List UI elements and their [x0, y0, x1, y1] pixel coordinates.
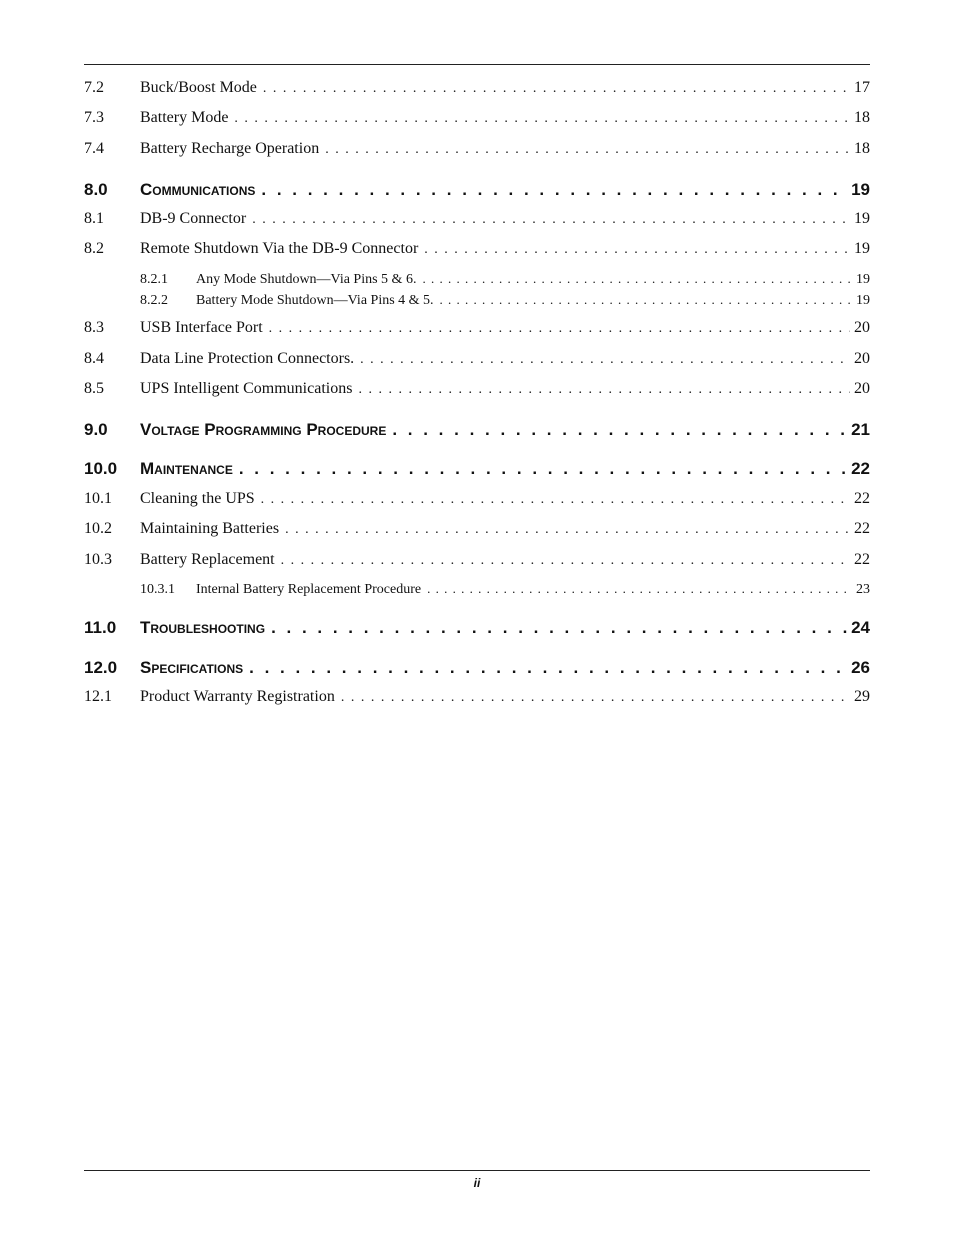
toc-page: 19	[854, 240, 870, 257]
toc-number: 8.5	[84, 380, 104, 397]
toc-page: 29	[854, 688, 870, 705]
toc-page: 24	[851, 618, 870, 637]
toc-number: 8.2.2	[140, 293, 168, 308]
dot-leader	[261, 492, 850, 508]
toc-title: Remote Shutdown Via the DB-9 Connector	[140, 240, 419, 257]
toc-number: 8.3	[84, 319, 104, 336]
toc-title: Maintaining Batteries	[140, 520, 280, 537]
toc-page: 20	[854, 319, 870, 336]
toc-title: Any Mode Shutdown—Via Pins 5 & 6.	[196, 272, 417, 287]
toc-title: DB-9 Connector	[140, 210, 247, 227]
toc-page: 26	[851, 658, 870, 677]
toc-title: Internal Battery Replacement Procedure	[196, 582, 422, 597]
toc-entry-11-0[interactable]	[84, 618, 870, 640]
toc-entry-8-2-1[interactable]	[84, 271, 870, 293]
toc-entry-10-3-1[interactable]	[84, 581, 870, 603]
toc-page: 18	[854, 140, 870, 157]
toc-number: 7.2	[84, 79, 104, 96]
toc-page: 18	[854, 109, 870, 126]
toc-entry-10-0[interactable]	[84, 459, 870, 481]
toc-entry-12-1[interactable]	[84, 688, 870, 710]
toc-entry-7-2[interactable]	[84, 79, 870, 101]
toc-page: 22	[854, 520, 870, 537]
toc-title: Voltage Programming Procedure	[140, 420, 387, 439]
toc-entry-7-3[interactable]	[84, 109, 870, 131]
toc-title: UPS Intelligent Communications	[140, 380, 353, 397]
dot-leader	[263, 81, 850, 97]
toc-entry-8-2-2[interactable]	[84, 292, 870, 314]
toc-number: 8.1	[84, 210, 104, 227]
toc-number: 8.4	[84, 350, 104, 367]
page-number: ii	[473, 1176, 481, 1190]
dot-leader	[440, 292, 852, 308]
toc-number: 12.1	[84, 688, 112, 705]
toc-title: Battery Recharge Operation	[140, 140, 320, 157]
dot-leader	[249, 658, 847, 678]
dot-leader	[285, 522, 850, 538]
toc-title: Product Warranty Registration	[140, 688, 335, 705]
toc-title: Specifications	[140, 658, 244, 677]
toc-page: 19	[854, 210, 870, 227]
toc-number: 10.3.1	[140, 582, 175, 597]
toc-entry-8-3[interactable]	[84, 319, 870, 341]
toc-entry-7-4[interactable]	[84, 140, 870, 162]
toc-number: 7.4	[84, 140, 104, 157]
toc-page: 19	[851, 180, 870, 199]
toc-title: Battery Replacement	[140, 551, 275, 568]
toc-title: Troubleshooting	[140, 618, 266, 637]
toc-number: 8.2	[84, 240, 104, 257]
toc-entry-10-3[interactable]	[84, 551, 870, 573]
dot-leader	[325, 142, 850, 158]
dot-leader	[427, 581, 852, 597]
dot-leader	[358, 382, 850, 398]
toc-page: 19	[856, 293, 870, 308]
toc-number: 10.1	[84, 490, 112, 507]
dot-leader	[261, 180, 847, 200]
toc-title: Maintenance	[140, 459, 233, 478]
toc-number: 10.3	[84, 551, 112, 568]
dot-leader	[271, 618, 847, 638]
toc-entry-8-1[interactable]	[84, 210, 870, 232]
toc-page: 22	[854, 551, 870, 568]
toc-page: 20	[854, 350, 870, 367]
dot-leader	[252, 212, 850, 228]
toc-entry-10-2[interactable]	[84, 520, 870, 542]
toc-number: 10.2	[84, 520, 112, 537]
toc-entry-9-0[interactable]	[84, 420, 870, 442]
toc-page: 19	[856, 272, 870, 287]
toc-page: 20	[854, 380, 870, 397]
toc-number: 10.0	[84, 459, 118, 478]
toc-page: 22	[851, 459, 870, 478]
toc-page: 21	[851, 420, 870, 439]
toc-entry-10-1[interactable]	[84, 490, 870, 512]
toc-title: USB Interface Port	[140, 319, 263, 336]
dot-leader	[239, 459, 847, 479]
toc-entry-12-0[interactable]	[84, 658, 870, 680]
dot-leader	[281, 553, 850, 569]
toc-number: 12.0	[84, 658, 118, 677]
toc-number: 8.0	[84, 180, 108, 199]
toc-title: Buck/Boost Mode	[140, 79, 257, 96]
toc-title: Cleaning the UPS	[140, 490, 255, 507]
toc-title: Data Line Protection Connectors.	[140, 350, 355, 367]
header-rule	[84, 64, 870, 65]
toc-page: 17	[854, 79, 870, 96]
dot-leader	[392, 420, 847, 440]
dot-leader	[234, 111, 850, 127]
toc-number: 11.0	[84, 618, 117, 637]
dot-leader	[269, 321, 850, 337]
toc-page: 22	[854, 490, 870, 507]
dot-leader	[341, 690, 850, 706]
toc-number: 8.2.1	[140, 272, 168, 287]
toc-entry-8-2[interactable]	[84, 240, 870, 262]
dot-leader	[360, 352, 850, 368]
footer-rule	[84, 1170, 870, 1171]
dot-leader	[424, 242, 850, 258]
toc-title: Communications	[140, 180, 256, 199]
toc-number: 7.3	[84, 109, 104, 126]
toc-page: 23	[856, 582, 870, 597]
toc-entry-8-5[interactable]	[84, 380, 870, 402]
dot-leader	[422, 271, 852, 287]
toc-title: Battery Mode Shutdown—Via Pins 4 & 5.	[196, 293, 434, 308]
toc-title: Battery Mode	[140, 109, 229, 126]
toc-entry-8-0[interactable]	[84, 180, 870, 202]
toc-number: 9.0	[84, 420, 108, 439]
toc-entry-8-4[interactable]	[84, 350, 870, 372]
